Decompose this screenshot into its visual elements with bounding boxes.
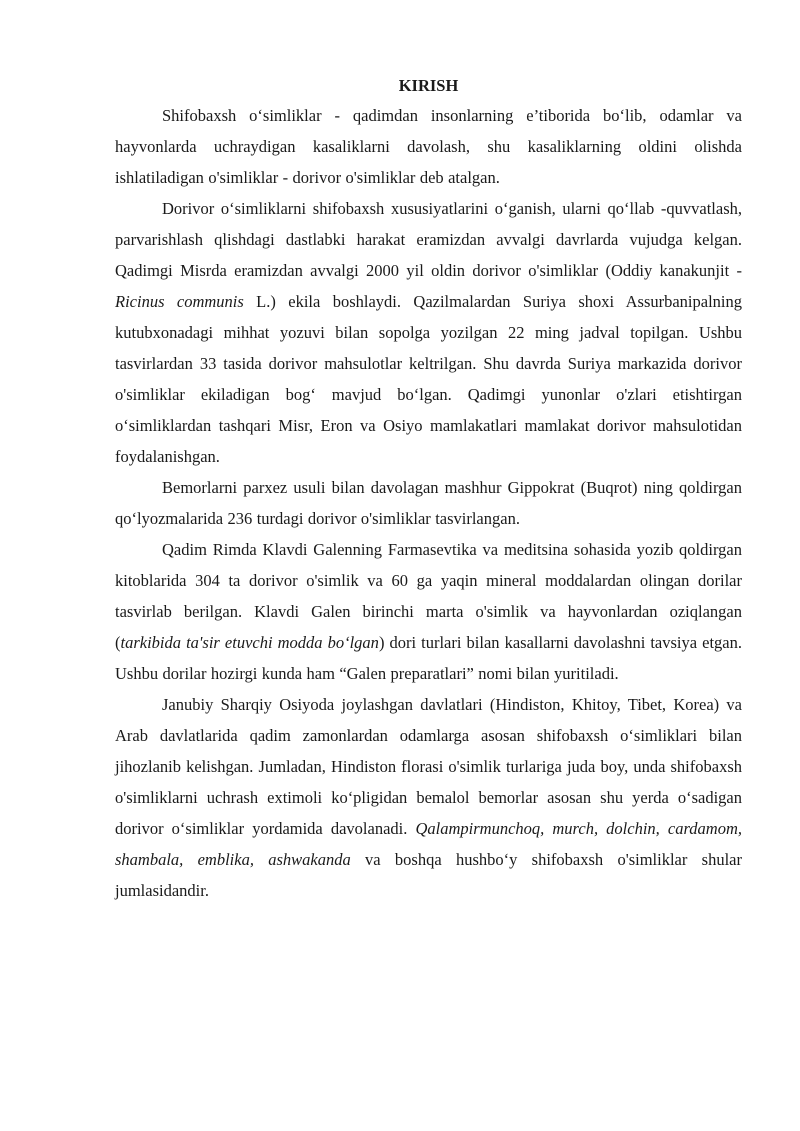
paragraph-text: Qadim Rimda Klavdi Galenning Farmasevtika va meditsina sohasida yozib qoldirgan kitoblarida 304 ta dorivor o'simlik va 60 ga yaqin mineral moddalardan olingan dorilar tasvirlab berilgan. Klavdi Galen birinchi marta o'simlik va hayvonlardan oziqlangan (	[115, 540, 742, 652]
paragraph-5	[115, 689, 742, 906]
paragraph-text: L.) ekila boshlaydi. Qazilmalardan Suriya shoxi Assurbanipalning kutubxonadagi mihhat yozuvi bilan sopolga yozilgan 22 ming jadval topilgan. Ushbu tasvirlardan 33 tasida dorivor mahsulotlar keltrilgan. Shu davrda Suriya markazida dorivor o'simliklar ekiladigan bog‘ mavjud bo‘lgan. Qadimgi yunonlar o'zlari etishtirgan o‘simliklardan tashqari Misr, Eron va Osiyo mamlakatlari mamlakat dorivor mahsulotidan foydalanishgan.	[115, 292, 743, 466]
paragraph-text: Dorivor o‘simliklarni shifobaxsh xususiyatlarini o‘ganish, ularni qo‘llab -quvvatlash, parvarishlash qlishdagi dastlabki harakat eramizdan avvalgi davrlarda vujudga kelgan. Qadimgi Misrda eramizdan avvalgi 2000 yil oldin dorivor o'simliklar (Oddiy kanakunjit -	[115, 199, 742, 280]
paragraph-text: Bemorlarni parxez usuli bilan davolagan mashhur Gippokrat (Buqrot) ning qoldirgan qo‘lyozmalarida 236 turdagi dorivor o'simliklar tasvirlangan.	[115, 478, 742, 528]
document-page	[115, 74, 742, 906]
paragraph-3	[115, 472, 742, 534]
paragraph-2	[115, 193, 742, 472]
italic-phrase: tarkibida ta'sir etuvchi modda bo‘lgan	[120, 633, 379, 652]
paragraph-1	[115, 100, 742, 193]
italic-plant-list: Qalampirmunchoq, murch, dolchin, cardamom, shambala, emblika, ashwakanda	[115, 819, 742, 869]
paragraph-text: Shifobaxsh o‘simliklar - qadimdan insonlarning e’tiborida bo‘lib, odamlar va hayvonlarda uchraydigan kasaliklarni davolash, shu kasaliklarning oldini olishda ishlatiladigan o'simliklar - dorivor o'simliklar deb atalgan.	[115, 106, 742, 187]
paragraph-text: Janubiy Sharqiy Osiyoda joylashgan davlatlari (Hindiston, Khitoy, Tibet, Korea) va Arab davlatlarida qadim zamonlardan odamlarga asosan shifobaxsh o‘simliklari bilan jihozlanib kelishgan. Jumladan, Hindiston florasi o'simlik turlariga juda boy, unda shifobaxsh o'simliklarni uchrash extimoli ko‘pligidan bemalol bemorlar asosan shu yerda o‘sadigan dorivor o‘simliklar yordamida davolanadi.	[115, 695, 742, 838]
paragraph-4	[115, 534, 742, 689]
document-title: KIRISH	[398, 76, 459, 95]
paragraph-text: ) dori turlari bilan kasallarni davolashni tavsiya etgan. Ushbu dorilar hozirgi kunda ham “Galen preparatlari” nomi bilan yuritiladi.	[115, 633, 742, 683]
paragraph-text: va boshqa hushbo‘y shifobaxsh o'simliklar shular jumlasidandir.	[115, 850, 742, 900]
italic-latin-name: Ricinus communis	[115, 292, 244, 311]
